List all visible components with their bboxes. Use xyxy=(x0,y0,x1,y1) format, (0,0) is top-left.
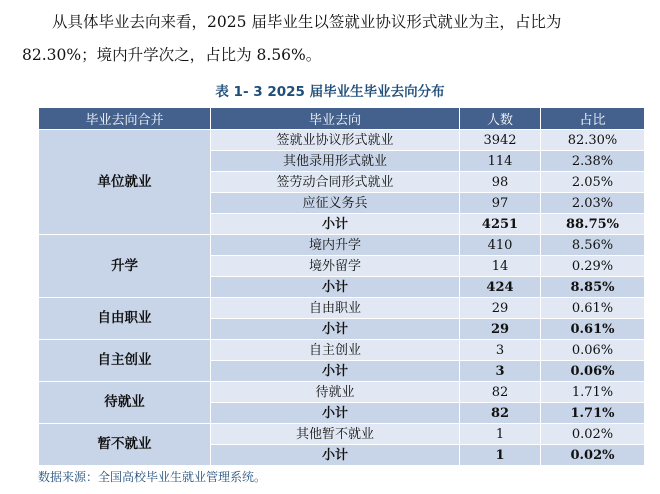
group-cell: 待就业 xyxy=(39,382,211,424)
destination-cell: 自主创业 xyxy=(211,340,460,361)
header-count: 人数 xyxy=(460,108,541,130)
destination-cell: 小计 xyxy=(211,361,460,382)
percent-cell: 8.85% xyxy=(541,277,645,298)
percent-cell: 1.71% xyxy=(541,382,645,403)
destination-cell: 自由职业 xyxy=(211,298,460,319)
count-cell: 4251 xyxy=(460,214,541,235)
count-cell: 3 xyxy=(460,361,541,382)
percent-cell: 0.06% xyxy=(541,361,645,382)
group-cell: 单位就业 xyxy=(39,130,211,235)
intro-line-1: 从具体毕业去向来看，2025 届毕业生以签就业协议形式就业为主，占比为 xyxy=(52,13,562,31)
destination-cell: 其他暂不就业 xyxy=(211,424,460,445)
table-caption: 表 1- 3 2025 届毕业生毕业去向分布 xyxy=(215,84,445,100)
percent-cell: 2.38% xyxy=(541,151,645,172)
destination-cell: 境外留学 xyxy=(211,256,460,277)
header-group: 毕业去向合并 xyxy=(39,108,211,130)
group-cell: 自由职业 xyxy=(39,298,211,340)
percent-cell: 0.02% xyxy=(541,445,645,466)
count-cell: 14 xyxy=(460,256,541,277)
intro-paragraph xyxy=(22,6,650,72)
count-cell: 424 xyxy=(460,277,541,298)
percent-cell: 2.03% xyxy=(541,193,645,214)
header-percent: 占比 xyxy=(541,108,645,130)
count-cell: 82 xyxy=(460,382,541,403)
count-cell: 29 xyxy=(460,319,541,340)
intro-line-2: 82.30%；境内升学次之，占比为 8.56%。 xyxy=(22,46,322,64)
header-destination: 毕业去向 xyxy=(211,108,460,130)
percent-cell: 1.71% xyxy=(541,403,645,424)
table-row xyxy=(39,298,645,319)
destination-cell: 小计 xyxy=(211,319,460,340)
table-row xyxy=(39,235,645,256)
percent-cell: 0.29% xyxy=(541,256,645,277)
destination-cell: 应征义务兵 xyxy=(211,193,460,214)
percent-cell: 0.02% xyxy=(541,424,645,445)
table-header-row xyxy=(39,108,645,130)
destination-cell: 签就业协议形式就业 xyxy=(211,130,460,151)
destination-cell: 境内升学 xyxy=(211,235,460,256)
table-body xyxy=(39,130,645,466)
percent-cell: 82.30% xyxy=(541,130,645,151)
group-cell: 暂不就业 xyxy=(39,424,211,466)
destination-cell: 签劳动合同形式就业 xyxy=(211,172,460,193)
destination-cell: 待就业 xyxy=(211,382,460,403)
group-cell: 升学 xyxy=(39,235,211,298)
group-cell: 自主创业 xyxy=(39,340,211,382)
destination-cell: 小计 xyxy=(211,277,460,298)
count-cell: 114 xyxy=(460,151,541,172)
data-source-note: 数据来源：全国高校毕业生就业管理系统。 xyxy=(38,470,267,484)
table-row xyxy=(39,340,645,361)
destination-cell: 小计 xyxy=(211,445,460,466)
count-cell: 3 xyxy=(460,340,541,361)
table-row xyxy=(39,130,645,151)
percent-cell: 2.05% xyxy=(541,172,645,193)
count-cell: 1 xyxy=(460,424,541,445)
count-cell: 98 xyxy=(460,172,541,193)
percent-cell: 88.75% xyxy=(541,214,645,235)
table-row xyxy=(39,382,645,403)
percent-cell: 0.61% xyxy=(541,298,645,319)
count-cell: 29 xyxy=(460,298,541,319)
percent-cell: 8.56% xyxy=(541,235,645,256)
count-cell: 82 xyxy=(460,403,541,424)
destination-cell: 小计 xyxy=(211,403,460,424)
table-row xyxy=(39,424,645,445)
destination-table xyxy=(38,107,645,466)
count-cell: 1 xyxy=(460,445,541,466)
percent-cell: 0.61% xyxy=(541,319,645,340)
destination-cell: 其他录用形式就业 xyxy=(211,151,460,172)
percent-cell: 0.06% xyxy=(541,340,645,361)
count-cell: 97 xyxy=(460,193,541,214)
destination-cell: 小计 xyxy=(211,214,460,235)
count-cell: 3942 xyxy=(460,130,541,151)
count-cell: 410 xyxy=(460,235,541,256)
